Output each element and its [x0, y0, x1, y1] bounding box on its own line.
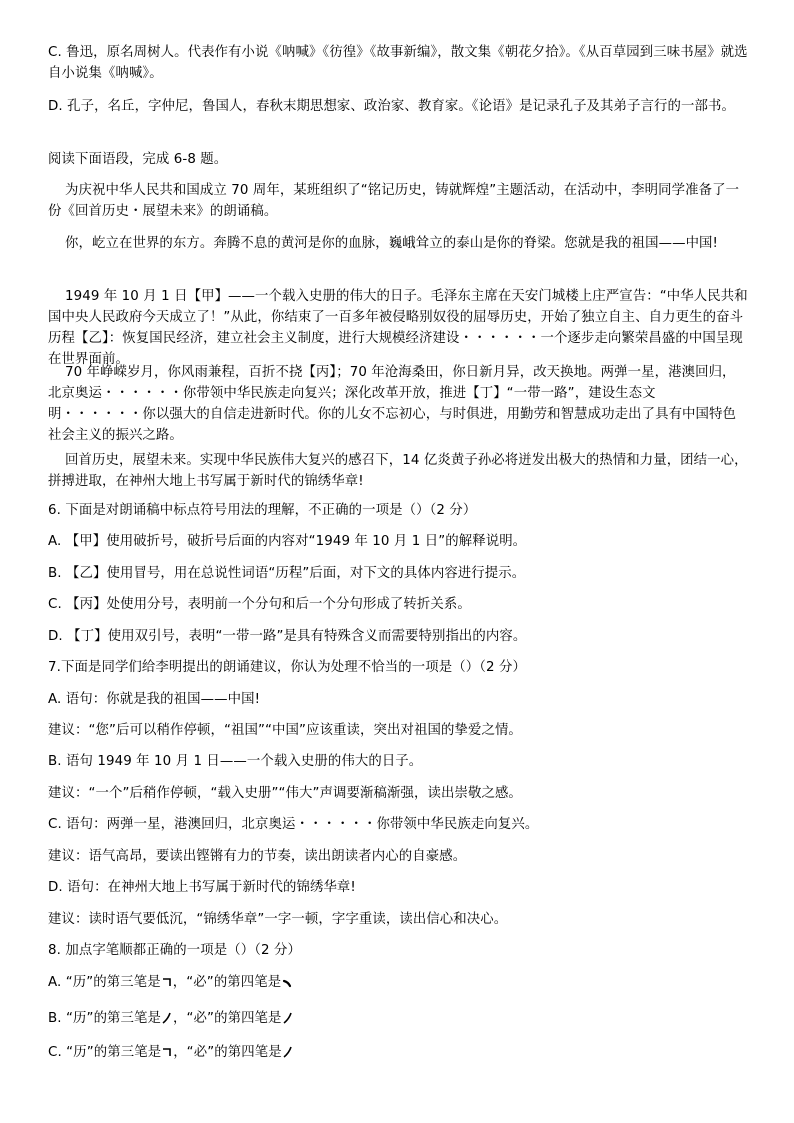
passage-paragraph-1: 为庆祝中华人民共和国成立 70 周年，某班组织了“铭记历史，铸就辉煌”主题活动，在活动中，李明同学准备了一份《回首历史・展望未来》的朗诵稿。 [48, 183, 740, 219]
question-8-option-c-text: C. “历”的第三笔是 [48, 1045, 162, 1060]
question-8-option-a [48, 972, 748, 993]
hengzhe-stroke-icon [161, 1046, 173, 1058]
reading-instruction: 阅读下面语段，完成 6-8 题。 [48, 152, 228, 167]
question-8-option-b-text-2: ，“必”的第四笔是 [173, 1011, 282, 1026]
option-d-kongzi: D. 孔子，名丘，字仲尼，鲁国人，春秋末期思想家、政治家、教育家。《论语》是记录孔子及其弟子言行的一部书。 [48, 99, 735, 114]
pie-stroke-icon [282, 1012, 294, 1024]
question-7-option-c-suggestion: 建议：语气高昂，要读出铿锵有力的节奏，读出朗读者内心的自豪感。 [48, 849, 467, 864]
question-8-option-b-text: B. “历”的第三笔是 [48, 1011, 162, 1026]
passage-paragraph-2: 你，屹立在世界的东方。奔腾不息的黄河是你的血脉，巍峨耸立的泰山是你的脊梁。您就是我的祖国——中国! [65, 236, 719, 251]
option-c-luxun: C. 鲁迅，原名周树人。代表作有小说《呐喊》《彷徨》《故事新编》，散文集《朝花夕拾》。《从百草园到三味书屋》就选自小说集《呐喊》。 [48, 45, 748, 81]
question-8: 8. 加点字笔顺都正确的一项是（）（2 分） [48, 943, 301, 958]
pie-stroke-icon [161, 1012, 173, 1024]
question-6-option-c: C. 【丙】处使用分号，表明前一个分句和后一个分句形成了转折关系。 [48, 597, 471, 612]
question-6-option-a: A. 【甲】使用破折号，破折号后面的内容对“1949 年 10 月 1 日”的解释说明。 [48, 534, 527, 549]
passage-paragraph-4: 70 年峥嵘岁月，你风雨兼程，百折不挠【丙】；70 年沧海桑田，你日新月异，改天换地。两弹一星，港澳回归，北京奥运・・・・・・你带领中华民族走向复兴；深化改革开放，推进【丁】“一带一路”，建设生态文明・・・・・・你以强大的自信走进新时代。你的儿女不忘初心，与时俱进，用勤劳和智慧成功走出了具有中国特色社会主义的振兴之路。 [48, 365, 737, 443]
question-6: 6. 下面是对朗诵稿中标点符号用法的理解，不正确的一项是（）（2 分） [48, 503, 477, 518]
question-7-option-d-suggestion: 建议：读时语气要低沉，“锦绣华章”一字一顿，字字重读，读出信心和决心。 [48, 912, 508, 927]
question-8-option-a-text-2: ，“必”的第四笔是 [172, 975, 282, 990]
question-7-option-b-suggestion: 建议：“一个”后稍作停顿，“载入史册”“伟大”声调要渐稿渐强，读出崇敬之感。 [48, 786, 522, 801]
hengzhe-stroke-icon [161, 976, 173, 988]
passage-paragraph-3: 1949 年 10 月 1 日【甲】——一个载入史册的伟大的日子。毛泽东主席在天安门城楼上庄严宣告：“中华人民共和国中央人民政府今天成立了！”从此，你结束了一百多年被侵略别奴役的屈辱历史，开始了独立自主、自力更生的奋斗历程【乙】：恢复国民经济，建立社会主义制度，进行大规模经济建设・・・・・・一个逐步走向繁荣昌盛的中国呈现在世界面前。 [48, 289, 748, 367]
question-7: 7.下面是同学们给李明提出的朗诵建议，你认为处理不恰当的一项是（）（2 分） [48, 660, 526, 675]
question-8-option-a-text: A. “历”的第三笔是 [48, 975, 161, 990]
pie-stroke-icon [282, 1046, 294, 1058]
question-8-option-b [48, 1008, 748, 1029]
question-7-option-b: B. 语句 1949 年 10 月 1 日——一个载入史册的伟大的日子。 [48, 754, 423, 769]
question-7-option-d: D. 语句：在神州大地上书写属于新时代的锦绣华章! [48, 880, 356, 895]
question-7-option-a: A. 语句：你就是我的祖国——中国! [48, 692, 261, 707]
question-7-option-c: C. 语句：两弹一星，港澳回归，北京奥运・・・・・・你带领中华民族走向复兴。 [48, 817, 539, 832]
dian-stroke-icon [281, 976, 293, 988]
question-6-option-d: D. 【丁】使用双引号，表明“一带一路”是具有特殊含义而需要特别指出的内容。 [48, 629, 527, 644]
question-8-option-c [48, 1042, 748, 1063]
question-6-option-b: B. 【乙】使用冒号，用在总说性词语“历程”后面，对下文的具体内容进行提示。 [48, 566, 526, 581]
question-8-option-c-text-2: ，“必”的第四笔是 [173, 1045, 282, 1060]
passage-paragraph-5: 回首历史，展望未来。实现中华民族伟大复兴的感召下，14 亿炎黄子孙必将迸发出极大的热情和力量，团结一心，拼搏进取，在神州大地上书写属于新时代的锦绣华章! [48, 453, 748, 489]
question-7-option-a-suggestion: 建议：“您”后可以稍作停顿，“祖国”“中国”应该重读，突出对祖国的挚爱之情。 [48, 723, 522, 738]
